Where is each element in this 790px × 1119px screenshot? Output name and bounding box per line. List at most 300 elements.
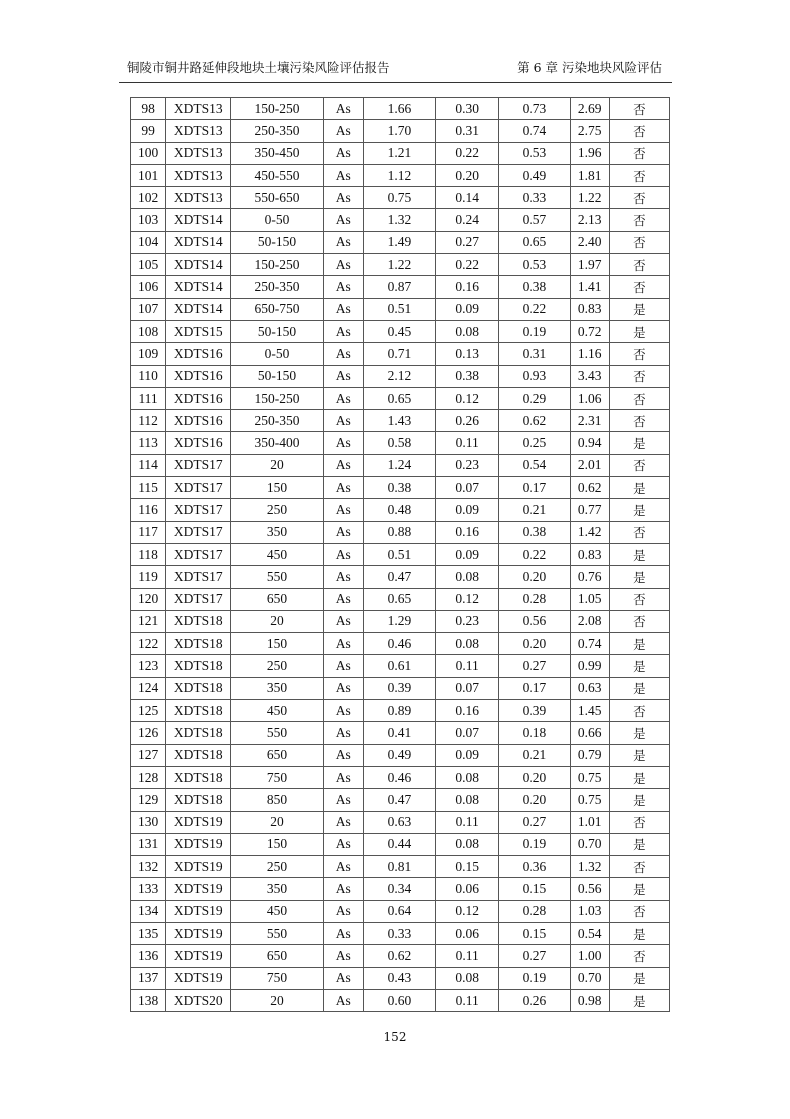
value-1-cell: 0.51 [363, 543, 435, 565]
value-2-cell: 0.07 [436, 722, 499, 744]
table-row [131, 543, 670, 565]
table-row [131, 856, 670, 878]
row-index-cell: 107 [131, 298, 166, 320]
value-4-cell: 1.96 [570, 142, 609, 164]
table-row [131, 276, 670, 298]
element-cell: As [323, 878, 363, 900]
value-4-cell: 1.03 [570, 900, 609, 922]
value-1-cell: 0.88 [363, 521, 435, 543]
row-index-cell: 108 [131, 320, 166, 342]
value-1-cell: 0.62 [363, 945, 435, 967]
result-flag-cell: 是 [609, 633, 669, 655]
table-row [131, 922, 670, 944]
sample-id-cell: XDTS18 [166, 677, 231, 699]
value-1-cell: 0.58 [363, 432, 435, 454]
value-2-cell: 0.07 [436, 477, 499, 499]
value-3-cell: 0.22 [499, 543, 570, 565]
result-flag-cell: 是 [609, 432, 669, 454]
element-cell: As [323, 811, 363, 833]
result-flag-cell: 是 [609, 320, 669, 342]
value-2-cell: 0.11 [436, 432, 499, 454]
depth-range-cell: 550 [231, 922, 323, 944]
value-3-cell: 0.15 [499, 922, 570, 944]
value-3-cell: 0.20 [499, 566, 570, 588]
value-3-cell: 0.26 [499, 989, 570, 1011]
page-header [119, 52, 672, 83]
value-1-cell: 0.44 [363, 833, 435, 855]
row-index-cell: 133 [131, 878, 166, 900]
table-row [131, 343, 670, 365]
value-4-cell: 2.31 [570, 410, 609, 432]
row-index-cell: 131 [131, 833, 166, 855]
row-index-cell: 120 [131, 588, 166, 610]
table-row [131, 499, 670, 521]
depth-range-cell: 20 [231, 454, 323, 476]
result-flag-cell: 是 [609, 766, 669, 788]
sample-id-cell: XDTS17 [166, 499, 231, 521]
row-index-cell: 130 [131, 811, 166, 833]
value-1-cell: 0.51 [363, 298, 435, 320]
value-4-cell: 0.76 [570, 566, 609, 588]
value-1-cell: 0.47 [363, 789, 435, 811]
sample-id-cell: XDTS13 [166, 142, 231, 164]
value-1-cell: 1.29 [363, 610, 435, 632]
element-cell: As [323, 566, 363, 588]
result-flag-cell: 否 [609, 231, 669, 253]
element-cell: As [323, 499, 363, 521]
element-cell: As [323, 833, 363, 855]
table-row [131, 432, 670, 454]
value-2-cell: 0.08 [436, 320, 499, 342]
sample-id-cell: XDTS17 [166, 454, 231, 476]
table-row [131, 365, 670, 387]
value-3-cell: 0.29 [499, 387, 570, 409]
value-4-cell: 1.05 [570, 588, 609, 610]
depth-range-cell: 20 [231, 610, 323, 632]
table-row [131, 677, 670, 699]
row-index-cell: 121 [131, 610, 166, 632]
table-row [131, 700, 670, 722]
value-1-cell: 0.43 [363, 967, 435, 989]
row-index-cell: 98 [131, 98, 166, 120]
row-index-cell: 136 [131, 945, 166, 967]
value-2-cell: 0.07 [436, 677, 499, 699]
value-3-cell: 0.31 [499, 343, 570, 365]
depth-range-cell: 550-650 [231, 187, 323, 209]
table-row [131, 878, 670, 900]
sample-id-cell: XDTS16 [166, 432, 231, 454]
depth-range-cell: 50-150 [231, 365, 323, 387]
value-2-cell: 0.12 [436, 900, 499, 922]
value-4-cell: 1.45 [570, 700, 609, 722]
depth-range-cell: 250 [231, 499, 323, 521]
result-flag-cell: 否 [609, 254, 669, 276]
row-index-cell: 135 [131, 922, 166, 944]
value-1-cell: 0.89 [363, 700, 435, 722]
table-row [131, 454, 670, 476]
depth-range-cell: 350 [231, 521, 323, 543]
value-4-cell: 1.41 [570, 276, 609, 298]
value-2-cell: 0.08 [436, 967, 499, 989]
result-flag-cell: 是 [609, 744, 669, 766]
value-2-cell: 0.09 [436, 744, 499, 766]
value-2-cell: 0.11 [436, 989, 499, 1011]
element-cell: As [323, 610, 363, 632]
row-index-cell: 110 [131, 365, 166, 387]
result-flag-cell: 否 [609, 343, 669, 365]
sample-id-cell: XDTS13 [166, 164, 231, 186]
value-1-cell: 0.64 [363, 900, 435, 922]
row-index-cell: 129 [131, 789, 166, 811]
value-3-cell: 0.38 [499, 521, 570, 543]
sample-id-cell: XDTS17 [166, 521, 231, 543]
table-row [131, 410, 670, 432]
depth-range-cell: 250-350 [231, 410, 323, 432]
value-4-cell: 2.08 [570, 610, 609, 632]
depth-range-cell: 350-450 [231, 142, 323, 164]
value-4-cell: 3.43 [570, 365, 609, 387]
value-4-cell: 0.70 [570, 967, 609, 989]
table-row [131, 98, 670, 120]
value-3-cell: 0.20 [499, 633, 570, 655]
value-3-cell: 0.20 [499, 766, 570, 788]
result-flag-cell: 是 [609, 566, 669, 588]
value-4-cell: 1.06 [570, 387, 609, 409]
element-cell: As [323, 187, 363, 209]
value-2-cell: 0.11 [436, 655, 499, 677]
value-1-cell: 0.48 [363, 499, 435, 521]
element-cell: As [323, 744, 363, 766]
value-3-cell: 0.21 [499, 499, 570, 521]
value-2-cell: 0.12 [436, 588, 499, 610]
value-3-cell: 0.22 [499, 298, 570, 320]
table-row [131, 521, 670, 543]
value-2-cell: 0.38 [436, 365, 499, 387]
sample-id-cell: XDTS18 [166, 633, 231, 655]
result-flag-cell: 否 [609, 142, 669, 164]
sample-id-cell: XDTS17 [166, 588, 231, 610]
element-cell: As [323, 209, 363, 231]
sample-id-cell: XDTS19 [166, 900, 231, 922]
value-4-cell: 0.83 [570, 543, 609, 565]
value-4-cell: 0.54 [570, 922, 609, 944]
value-1-cell: 0.41 [363, 722, 435, 744]
value-3-cell: 0.17 [499, 477, 570, 499]
value-2-cell: 0.31 [436, 120, 499, 142]
value-4-cell: 0.74 [570, 633, 609, 655]
result-flag-cell: 否 [609, 900, 669, 922]
table-row [131, 298, 670, 320]
result-flag-cell: 是 [609, 922, 669, 944]
sample-id-cell: XDTS19 [166, 945, 231, 967]
depth-range-cell: 350-400 [231, 432, 323, 454]
value-3-cell: 0.53 [499, 254, 570, 276]
value-3-cell: 0.18 [499, 722, 570, 744]
table-row [131, 633, 670, 655]
value-4-cell: 2.40 [570, 231, 609, 253]
value-4-cell: 0.66 [570, 722, 609, 744]
result-flag-cell: 否 [609, 856, 669, 878]
depth-range-cell: 750 [231, 766, 323, 788]
value-1-cell: 0.87 [363, 276, 435, 298]
table-row [131, 477, 670, 499]
value-3-cell: 0.19 [499, 833, 570, 855]
element-cell: As [323, 677, 363, 699]
result-flag-cell: 否 [609, 410, 669, 432]
element-cell: As [323, 989, 363, 1011]
table-row [131, 387, 670, 409]
sample-id-cell: XDTS17 [166, 566, 231, 588]
value-4-cell: 0.83 [570, 298, 609, 320]
value-1-cell: 0.49 [363, 744, 435, 766]
result-flag-cell: 是 [609, 543, 669, 565]
depth-range-cell: 0-50 [231, 343, 323, 365]
element-cell: As [323, 343, 363, 365]
element-cell: As [323, 298, 363, 320]
element-cell: As [323, 276, 363, 298]
value-3-cell: 0.21 [499, 744, 570, 766]
table-row [131, 566, 670, 588]
row-index-cell: 117 [131, 521, 166, 543]
value-4-cell: 0.75 [570, 789, 609, 811]
depth-range-cell: 350 [231, 878, 323, 900]
depth-range-cell: 450 [231, 900, 323, 922]
row-index-cell: 99 [131, 120, 166, 142]
row-index-cell: 109 [131, 343, 166, 365]
value-1-cell: 0.47 [363, 566, 435, 588]
value-4-cell: 2.69 [570, 98, 609, 120]
result-flag-cell: 否 [609, 521, 669, 543]
row-index-cell: 105 [131, 254, 166, 276]
element-cell: As [323, 633, 363, 655]
value-3-cell: 0.73 [499, 98, 570, 120]
result-flag-cell: 否 [609, 610, 669, 632]
row-index-cell: 132 [131, 856, 166, 878]
result-flag-cell: 否 [609, 387, 669, 409]
element-cell: As [323, 700, 363, 722]
value-2-cell: 0.23 [436, 454, 499, 476]
result-flag-cell: 是 [609, 789, 669, 811]
row-index-cell: 138 [131, 989, 166, 1011]
sample-id-cell: XDTS18 [166, 700, 231, 722]
value-4-cell: 0.77 [570, 499, 609, 521]
value-2-cell: 0.11 [436, 945, 499, 967]
value-2-cell: 0.16 [436, 521, 499, 543]
value-1-cell: 0.33 [363, 922, 435, 944]
result-flag-cell: 是 [609, 477, 669, 499]
depth-range-cell: 250 [231, 856, 323, 878]
result-flag-cell: 是 [609, 833, 669, 855]
element-cell: As [323, 320, 363, 342]
element-cell: As [323, 231, 363, 253]
sample-id-cell: XDTS17 [166, 477, 231, 499]
depth-range-cell: 350 [231, 677, 323, 699]
value-3-cell: 0.20 [499, 789, 570, 811]
value-2-cell: 0.09 [436, 298, 499, 320]
element-cell: As [323, 164, 363, 186]
value-3-cell: 0.54 [499, 454, 570, 476]
depth-range-cell: 150 [231, 833, 323, 855]
row-index-cell: 119 [131, 566, 166, 588]
table-row [131, 900, 670, 922]
value-3-cell: 0.74 [499, 120, 570, 142]
sample-id-cell: XDTS13 [166, 120, 231, 142]
value-4-cell: 0.75 [570, 766, 609, 788]
row-index-cell: 134 [131, 900, 166, 922]
element-cell: As [323, 142, 363, 164]
result-flag-cell: 是 [609, 989, 669, 1011]
result-flag-cell: 否 [609, 700, 669, 722]
depth-range-cell: 450 [231, 700, 323, 722]
element-cell: As [323, 477, 363, 499]
row-index-cell: 123 [131, 655, 166, 677]
value-3-cell: 0.28 [499, 900, 570, 922]
sample-id-cell: XDTS19 [166, 967, 231, 989]
value-4-cell: 0.72 [570, 320, 609, 342]
result-flag-cell: 是 [609, 722, 669, 744]
depth-range-cell: 250-350 [231, 120, 323, 142]
element-cell: As [323, 365, 363, 387]
sample-id-cell: XDTS19 [166, 922, 231, 944]
element-cell: As [323, 588, 363, 610]
value-3-cell: 0.33 [499, 187, 570, 209]
value-3-cell: 0.56 [499, 610, 570, 632]
value-4-cell: 1.97 [570, 254, 609, 276]
sample-id-cell: XDTS19 [166, 833, 231, 855]
element-cell: As [323, 387, 363, 409]
element-cell: As [323, 856, 363, 878]
table-row [131, 833, 670, 855]
element-cell: As [323, 900, 363, 922]
table-row [131, 209, 670, 231]
value-1-cell: 1.12 [363, 164, 435, 186]
depth-range-cell: 0-50 [231, 209, 323, 231]
value-3-cell: 0.15 [499, 878, 570, 900]
value-2-cell: 0.08 [436, 566, 499, 588]
table-row [131, 142, 670, 164]
value-2-cell: 0.08 [436, 766, 499, 788]
table-row [131, 610, 670, 632]
value-3-cell: 0.62 [499, 410, 570, 432]
depth-range-cell: 750 [231, 967, 323, 989]
depth-range-cell: 650-750 [231, 298, 323, 320]
depth-range-cell: 850 [231, 789, 323, 811]
value-3-cell: 0.36 [499, 856, 570, 878]
element-cell: As [323, 120, 363, 142]
row-index-cell: 100 [131, 142, 166, 164]
result-flag-cell: 否 [609, 164, 669, 186]
row-index-cell: 137 [131, 967, 166, 989]
sample-id-cell: XDTS18 [166, 789, 231, 811]
sample-id-cell: XDTS16 [166, 365, 231, 387]
value-1-cell: 0.65 [363, 588, 435, 610]
value-1-cell: 1.70 [363, 120, 435, 142]
table-row [131, 722, 670, 744]
value-4-cell: 0.99 [570, 655, 609, 677]
result-flag-cell: 否 [609, 945, 669, 967]
value-4-cell: 1.16 [570, 343, 609, 365]
value-1-cell: 0.63 [363, 811, 435, 833]
row-index-cell: 126 [131, 722, 166, 744]
value-4-cell: 0.79 [570, 744, 609, 766]
value-2-cell: 0.23 [436, 610, 499, 632]
sample-id-cell: XDTS16 [166, 410, 231, 432]
value-1-cell: 1.22 [363, 254, 435, 276]
row-index-cell: 127 [131, 744, 166, 766]
table-body [131, 98, 670, 1012]
element-cell: As [323, 945, 363, 967]
table-row [131, 945, 670, 967]
value-3-cell: 0.38 [499, 276, 570, 298]
depth-range-cell: 150 [231, 477, 323, 499]
value-1-cell: 0.60 [363, 989, 435, 1011]
value-2-cell: 0.20 [436, 164, 499, 186]
table-row [131, 254, 670, 276]
value-4-cell: 1.32 [570, 856, 609, 878]
value-4-cell: 0.62 [570, 477, 609, 499]
value-4-cell: 1.42 [570, 521, 609, 543]
value-2-cell: 0.16 [436, 700, 499, 722]
value-2-cell: 0.15 [436, 856, 499, 878]
value-2-cell: 0.08 [436, 633, 499, 655]
value-3-cell: 0.17 [499, 677, 570, 699]
depth-range-cell: 550 [231, 566, 323, 588]
element-cell: As [323, 922, 363, 944]
value-2-cell: 0.09 [436, 499, 499, 521]
sample-id-cell: XDTS14 [166, 209, 231, 231]
value-3-cell: 0.28 [499, 588, 570, 610]
sample-id-cell: XDTS17 [166, 543, 231, 565]
value-1-cell: 0.81 [363, 856, 435, 878]
value-2-cell: 0.08 [436, 789, 499, 811]
value-2-cell: 0.22 [436, 142, 499, 164]
value-4-cell: 1.01 [570, 811, 609, 833]
value-3-cell: 0.39 [499, 700, 570, 722]
value-3-cell: 0.93 [499, 365, 570, 387]
table-row [131, 655, 670, 677]
row-index-cell: 115 [131, 477, 166, 499]
element-cell: As [323, 521, 363, 543]
depth-range-cell: 550 [231, 722, 323, 744]
value-4-cell: 0.98 [570, 989, 609, 1011]
value-2-cell: 0.11 [436, 811, 499, 833]
sample-id-cell: XDTS14 [166, 231, 231, 253]
value-1-cell: 1.66 [363, 98, 435, 120]
value-4-cell: 1.00 [570, 945, 609, 967]
sample-id-cell: XDTS15 [166, 320, 231, 342]
value-4-cell: 2.75 [570, 120, 609, 142]
value-3-cell: 0.65 [499, 231, 570, 253]
table-row [131, 320, 670, 342]
depth-range-cell: 150-250 [231, 254, 323, 276]
element-cell: As [323, 655, 363, 677]
table-row [131, 164, 670, 186]
value-2-cell: 0.06 [436, 878, 499, 900]
table-row [131, 789, 670, 811]
row-index-cell: 112 [131, 410, 166, 432]
table-row [131, 120, 670, 142]
chapter-title: 第 6 章 污染地块风险评估 [517, 60, 662, 75]
result-flag-cell: 否 [609, 588, 669, 610]
element-cell: As [323, 410, 363, 432]
depth-range-cell: 150-250 [231, 98, 323, 120]
table-row [131, 811, 670, 833]
result-flag-cell: 是 [609, 655, 669, 677]
value-1-cell: 0.75 [363, 187, 435, 209]
report-title: 铜陵市铜井路延伸段地块土壤污染风险评估报告 [127, 60, 390, 75]
value-2-cell: 0.24 [436, 209, 499, 231]
result-flag-cell: 是 [609, 677, 669, 699]
